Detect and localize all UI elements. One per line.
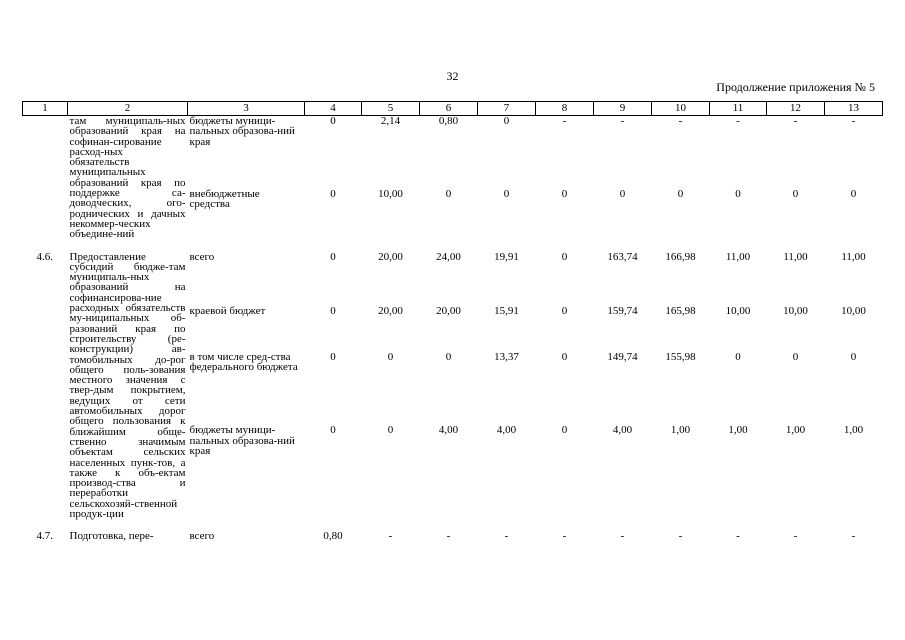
value-cell: 13,37: [494, 350, 519, 363]
value-cell: 2,14: [380, 115, 401, 127]
value-cell: 4,00: [612, 424, 633, 437]
value-cell: 0: [619, 187, 626, 200]
value-cell: 24,00: [436, 250, 461, 263]
value-cell: -: [388, 530, 393, 543]
value-cell: -: [851, 115, 856, 127]
value-cell: 0: [735, 187, 741, 200]
row-index: 4.6.: [36, 250, 53, 263]
funding-source: в том числе сред-ства федерального бюджета: [189, 350, 298, 374]
value-cell: 0: [330, 350, 336, 363]
value-cell: 159,74: [607, 304, 638, 317]
row-index: [23, 116, 68, 240]
value-cell: -: [851, 530, 856, 543]
funding-source: краевой бюджет: [189, 304, 266, 317]
value-cell: 0: [330, 304, 336, 317]
value-cell: -: [504, 530, 509, 543]
header-cell: 2: [68, 102, 188, 116]
value-cell: 0: [330, 424, 336, 437]
header-cell: 8: [536, 102, 594, 116]
value-cell: 0: [445, 350, 452, 363]
row-index: 4.7.: [36, 530, 53, 543]
value-cell: -: [620, 115, 625, 127]
value-cell: 0: [387, 424, 394, 437]
header-cell: 3: [188, 102, 305, 116]
value-cell: 20,00: [378, 250, 403, 263]
value-cell: -: [793, 115, 798, 127]
value-cell: -: [446, 530, 451, 543]
value-cell: 0: [561, 187, 568, 200]
header-cell: 1: [23, 102, 68, 116]
value-cell: 0: [445, 187, 452, 200]
header-cell: 13: [825, 102, 883, 116]
header-row: [23, 102, 883, 116]
value-cell: 149,74: [607, 350, 638, 363]
table-row: [23, 519, 883, 541]
header-cell: 10: [652, 102, 710, 116]
value-cell: -: [793, 530, 798, 543]
value-cell: 1,00: [670, 424, 691, 437]
value-cell: 10,00: [378, 187, 403, 200]
value-cell: 4,00: [496, 424, 517, 437]
value-cell: 1,00: [843, 424, 864, 437]
funding-source: всего: [189, 250, 215, 263]
value-cell: 166,98: [665, 250, 696, 263]
header-cell: 12: [767, 102, 825, 116]
header-cell: 9: [594, 102, 652, 116]
table-row: [23, 116, 883, 182]
value-cell: -: [736, 115, 740, 127]
value-cell: 0: [561, 424, 568, 437]
row-description: там муниципаль-ных образований края на софинан-сирование расход-ных обязательств муниципальных образований края по поддержке са-доводческих, ого-роднических и дачных некоммер-ческих объедине-ний: [69, 115, 186, 241]
value-cell: 19,91: [494, 250, 519, 263]
value-cell: 0: [561, 304, 568, 317]
value-cell: 0: [503, 115, 510, 127]
funding-source: всего: [189, 530, 215, 543]
value-cell: 10,00: [725, 304, 751, 317]
continuation-note: Продолжение приложения № 5: [716, 80, 875, 94]
row-description: Подготовка, пере-: [69, 530, 154, 543]
value-cell: 0: [330, 187, 336, 200]
value-cell: 4,00: [438, 424, 459, 437]
header-cell: 5: [362, 102, 420, 116]
value-cell: -: [562, 530, 567, 543]
value-cell: 0: [850, 350, 857, 363]
funding-source: внебюджетные средства: [189, 187, 260, 210]
value-cell: -: [562, 115, 567, 127]
value-cell: 0: [792, 187, 799, 200]
value-cell: 0: [561, 350, 568, 363]
value-cell: -: [736, 530, 740, 543]
header-cell: 11: [710, 102, 767, 116]
value-cell: -: [620, 530, 625, 543]
value-cell: 0: [503, 187, 510, 200]
page-number: 32: [446, 69, 459, 83]
value-cell: 0: [792, 350, 799, 363]
table-row: [23, 240, 883, 299]
value-cell: -: [678, 530, 683, 543]
value-cell: 0: [387, 350, 394, 363]
value-cell: 0: [850, 187, 857, 200]
header-cell: 4: [305, 102, 362, 116]
value-cell: 11,00: [783, 250, 808, 263]
value-cell: 15,91: [494, 304, 519, 317]
value-cell: 0: [330, 250, 336, 263]
value-cell: 10,00: [783, 304, 808, 317]
value-cell: 20,00: [378, 304, 403, 317]
value-cell: 0: [677, 187, 684, 200]
row-description: Предоставление субсидий бюдже-там муниципаль-ных образований на софинансирова-ние расходных обязательств му-ниципальных об-разований края по строительству (ре-конструкции) ав-томобильных до-рог общего поль-зования местного значения с твер-дым покрытием, ведущих от сети автомобильных дорог общего пользования к ближайшим обще-ственно значимым объектам сельских населенных пунк-тов, а также к объ-ектам производ-ства и переработки сельскохозяй-ственной продук-ции: [69, 250, 186, 520]
value-cell: 0,80: [323, 530, 343, 543]
header-cell: 6: [420, 102, 478, 116]
value-cell: 20,00: [436, 304, 461, 317]
value-cell: 0: [561, 250, 568, 263]
value-cell: 163,74: [607, 250, 638, 263]
value-cell: 165,98: [665, 304, 696, 317]
budget-table: [22, 101, 883, 542]
value-cell: 10,00: [841, 304, 866, 317]
value-cell: 0,80: [438, 115, 459, 127]
value-cell: -: [678, 115, 683, 127]
value-cell: 1,00: [728, 424, 748, 437]
funding-source: бюджеты муници-пальных образова-ний края: [189, 424, 295, 457]
value-cell: 0: [330, 115, 336, 127]
value-cell: 1,00: [785, 424, 806, 437]
header-cell: 7: [478, 102, 536, 116]
funding-source: бюджеты муници-пальных образова-ний края: [189, 115, 295, 148]
value-cell: 155,98: [665, 350, 696, 363]
value-cell: 11,00: [725, 250, 751, 263]
value-cell: 11,00: [841, 250, 866, 263]
value-cell: 0: [735, 350, 741, 363]
